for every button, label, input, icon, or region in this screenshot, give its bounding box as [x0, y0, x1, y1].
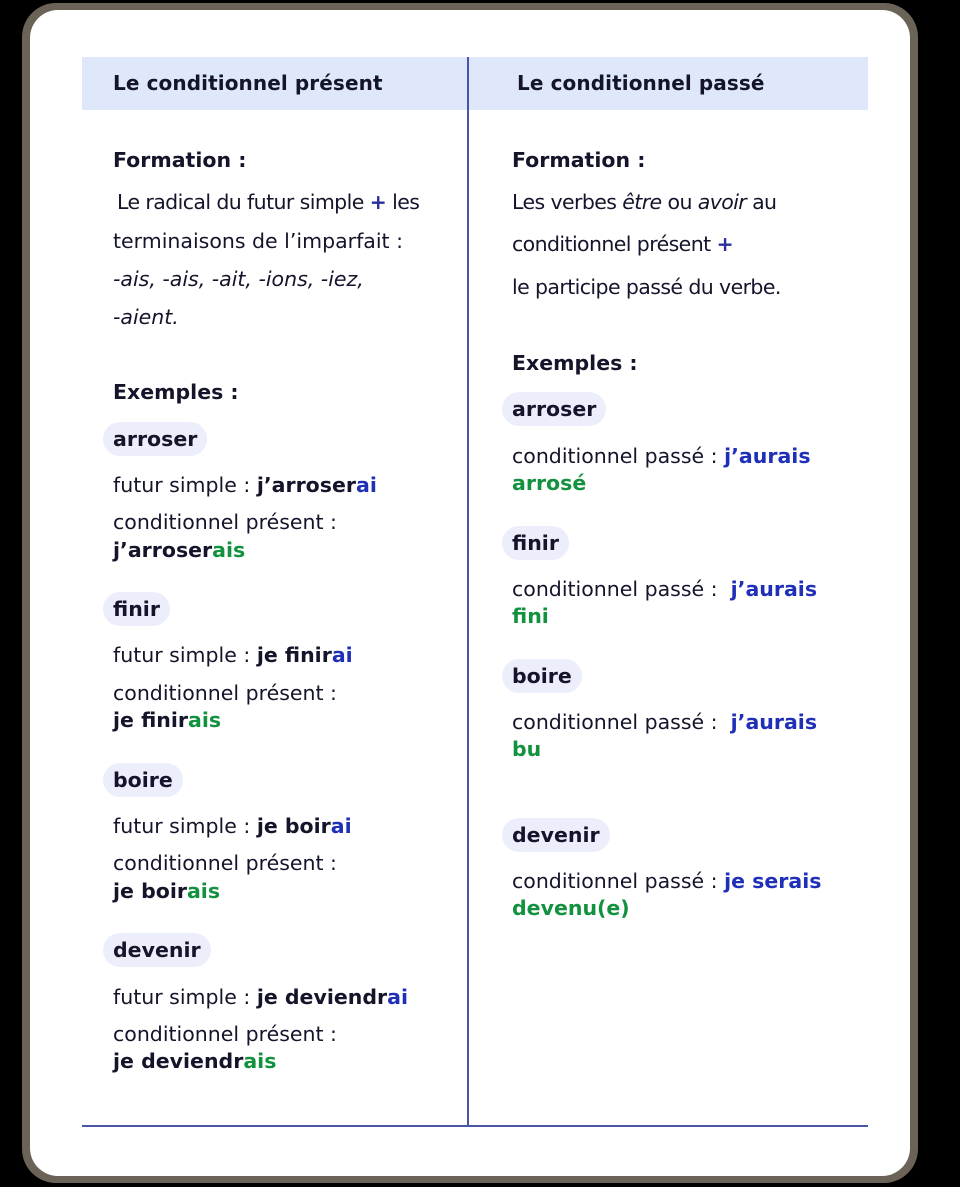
- auxiliary: j’aurais: [730, 710, 818, 734]
- cond-form: [113, 878, 220, 904]
- plus-icon: +: [716, 232, 734, 256]
- left-formation-line-3: -ais, -ais, -ait, -ions, -iez,: [113, 267, 364, 291]
- participle: devenu(e): [512, 896, 630, 920]
- futur-simple-line: [113, 984, 408, 1010]
- verb-pill: boire: [502, 659, 582, 693]
- futur-label: futur simple :: [113, 985, 251, 1009]
- right-examples-label: Exemples :: [512, 351, 638, 375]
- futur-simple-line: [113, 472, 377, 498]
- participle: bu: [512, 737, 542, 761]
- cond-label: conditionnel présent :: [113, 681, 337, 705]
- futur-stem: j’arroser: [256, 473, 356, 497]
- left-formation-label: Formation :: [113, 148, 247, 172]
- cond-form: [113, 1048, 276, 1074]
- cond-ending: ais: [188, 708, 222, 732]
- column-divider: [467, 57, 469, 1126]
- left-formation-line-4: -aient.: [113, 305, 179, 329]
- futur-simple-line: [113, 642, 353, 668]
- cond-ending: ais: [186, 879, 221, 903]
- auxiliary: j’aurais: [730, 577, 818, 601]
- verb-pill: finir: [103, 592, 170, 626]
- futur-label: futur simple :: [113, 473, 251, 497]
- formation-text: conditionnel présent: [512, 232, 711, 256]
- cond-passe-line: [512, 868, 821, 894]
- participle: arrosé: [512, 471, 587, 495]
- cond-form: [113, 537, 245, 563]
- left-examples-label: Exemples :: [113, 380, 239, 404]
- left-formation-line-2: terminaisons de l’imparfait :: [113, 229, 404, 253]
- cond-stem: je boir: [113, 879, 187, 903]
- formation-italic: avoir: [697, 190, 747, 214]
- participle: fini: [512, 604, 549, 628]
- formation-text: ou: [667, 190, 692, 214]
- formation-italic: être: [622, 190, 662, 214]
- futur-ending: ai: [387, 985, 409, 1009]
- futur-stem: je finir: [256, 643, 332, 667]
- formation-text: Les verbes: [512, 190, 617, 214]
- auxiliary: je serais: [724, 869, 822, 893]
- right-formation-line-1: [512, 189, 776, 215]
- right-formation-line-2: [512, 231, 733, 257]
- cond-passe-label: conditionnel passé :: [512, 710, 718, 734]
- left-column-title: Le conditionnel présent: [113, 71, 383, 95]
- plus-icon: +: [369, 190, 387, 214]
- futur-ending: ai: [355, 473, 377, 497]
- cond-label: conditionnel présent :: [113, 1022, 337, 1046]
- verb-pill: devenir: [502, 818, 610, 852]
- cond-stem: j’arroser: [113, 538, 213, 562]
- cond-passe-label: conditionnel passé :: [512, 577, 718, 601]
- verb-pill: devenir: [103, 933, 211, 967]
- cond-label: conditionnel présent :: [113, 510, 337, 534]
- cond-passe-line: [512, 443, 811, 469]
- bottom-divider: [82, 1125, 868, 1127]
- cond-stem: je deviendr: [113, 1049, 244, 1073]
- left-formation-line-1: [117, 189, 419, 215]
- cond-passe-line: [512, 576, 817, 602]
- futur-stem: je boir: [256, 814, 331, 838]
- futur-simple-line: [113, 813, 352, 839]
- futur-ending: ai: [330, 814, 352, 838]
- cond-ending: ais: [212, 538, 246, 562]
- formation-text: au: [752, 190, 777, 214]
- futur-stem: je deviendr: [256, 985, 388, 1009]
- verb-pill: boire: [103, 763, 183, 797]
- cond-passe-label: conditionnel passé :: [512, 444, 718, 468]
- cond-stem: je finir: [113, 708, 188, 732]
- futur-label: futur simple :: [113, 643, 251, 667]
- cond-ending: ais: [243, 1049, 277, 1073]
- cond-label: conditionnel présent :: [113, 851, 337, 875]
- cond-form: [113, 707, 221, 733]
- verb-pill: arroser: [502, 392, 606, 426]
- formation-text: Le radical du futur simple: [117, 190, 364, 214]
- auxiliary: j’aurais: [724, 444, 811, 468]
- cond-passe-line: [512, 709, 817, 735]
- verb-pill: arroser: [103, 422, 207, 456]
- formation-text: les: [392, 190, 420, 214]
- cond-passe-label: conditionnel passé :: [512, 869, 718, 893]
- verb-pill: finir: [502, 526, 569, 560]
- right-column-title: Le conditionnel passé: [517, 71, 765, 95]
- right-formation-line-3: le participe passé du verbe.: [512, 275, 781, 299]
- right-formation-label: Formation :: [512, 148, 646, 172]
- futur-ending: ai: [331, 643, 353, 667]
- futur-label: futur simple :: [113, 814, 251, 838]
